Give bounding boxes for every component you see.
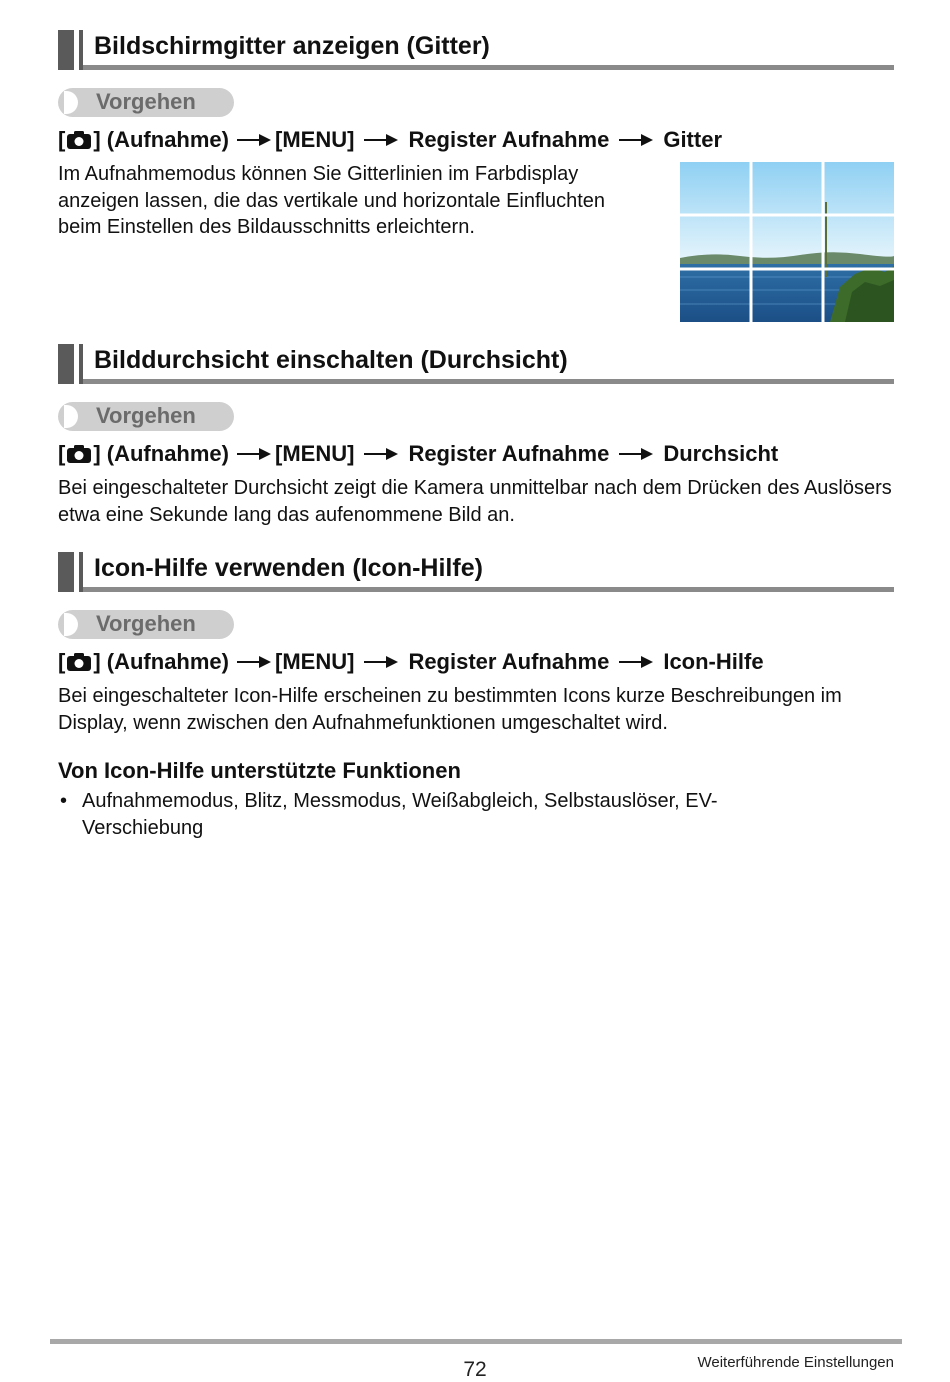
procedure-label: Vorgehen — [96, 403, 196, 428]
procedure-badge — [58, 402, 234, 431]
menu-path: [ ] (Aufnahme) [MENU] Register Aufnahme Durchsicht — [58, 441, 779, 466]
page-number: 72 — [463, 1358, 487, 1381]
section-description: Im Aufnahmemodus können Sie Gitterlinien im Farbdisplay anzeigen lassen, die das vertikale und horizontale Einfluchten beim Einstellen des Bildausschnitts erleichtern. — [58, 163, 606, 238]
section-heading — [58, 30, 894, 70]
camera-icon — [66, 652, 92, 672]
list-item — [58, 788, 782, 841]
arrow-right-icon — [364, 655, 398, 669]
procedure-label: Vorgehen — [96, 89, 196, 114]
procedure-badge — [58, 88, 234, 117]
section-description: Bei eingeschalteter Icon-Hilfe erscheinen zu bestimmten Icons kurze Beschreibungen im Display, wenn zwischen den Aufnahmefunktionen umgeschaltet wird. — [58, 685, 842, 734]
arrow-right-icon — [237, 447, 271, 461]
section-title: Icon-Hilfe verwenden (Icon-Hilfe) — [94, 554, 483, 582]
path-menu: [MENU] — [275, 127, 355, 152]
arrow-right-icon — [237, 655, 271, 669]
footer-rule — [50, 1339, 902, 1344]
bullet-icon: • — [60, 790, 68, 812]
path-register: Register Aufnahme — [408, 127, 610, 152]
path-mode: (Aufnahme) — [106, 441, 229, 466]
camera-icon — [66, 444, 92, 464]
list-item-text: Aufnahmemodus, Blitz, Messmodus, Weißabgleich, Selbstauslöser, EV-Verschiebung — [82, 790, 718, 839]
subheading: Von Icon-Hilfe unterstützte Funktionen — [58, 758, 461, 783]
path-menu: [MENU] — [275, 649, 355, 674]
path-target: Icon-Hilfe — [663, 649, 764, 674]
path-target: Gitter — [663, 127, 723, 152]
path-register: Register Aufnahme — [408, 441, 610, 466]
procedure-badge — [58, 610, 234, 639]
path-register: Register Aufnahme — [408, 649, 610, 674]
section-durchsicht — [58, 344, 894, 528]
section-title: Bildschirmgitter anzeigen (Gitter) — [94, 32, 490, 60]
arrow-right-icon — [619, 655, 653, 669]
path-mode: (Aufnahme) — [106, 127, 229, 152]
section-heading — [58, 344, 894, 384]
menu-path: [ ] (Aufnahme) [MENU] Register Aufnahme Gitter — [58, 127, 723, 152]
path-target: Durchsicht — [663, 441, 779, 466]
section-gitter — [58, 30, 894, 241]
path-menu: [MENU] — [275, 441, 355, 466]
section-title: Bilddurchsicht einschalten (Durchsicht) — [94, 346, 568, 374]
chapter-label: Weiterführende Einstellungen — [697, 1354, 894, 1371]
arrow-right-icon — [364, 447, 398, 461]
arrow-right-icon — [619, 133, 653, 147]
camera-icon — [66, 130, 92, 150]
grid-example-photo — [680, 162, 894, 322]
arrow-right-icon — [237, 133, 271, 147]
section-heading — [58, 552, 894, 592]
path-mode: (Aufnahme) — [106, 649, 229, 674]
arrow-right-icon — [364, 133, 398, 147]
section-description: Bei eingeschalteter Durchsicht zeigt die Kamera unmittelbar nach dem Drücken des Auslösers etwa eine Sekunde lang das aufenommene Bild an. — [58, 477, 892, 526]
menu-path: [ ] (Aufnahme) [MENU] Register Aufnahme Icon-Hilfe — [58, 649, 764, 674]
section-icon-hilfe — [58, 552, 894, 841]
arrow-right-icon — [619, 447, 653, 461]
procedure-label: Vorgehen — [96, 611, 196, 636]
